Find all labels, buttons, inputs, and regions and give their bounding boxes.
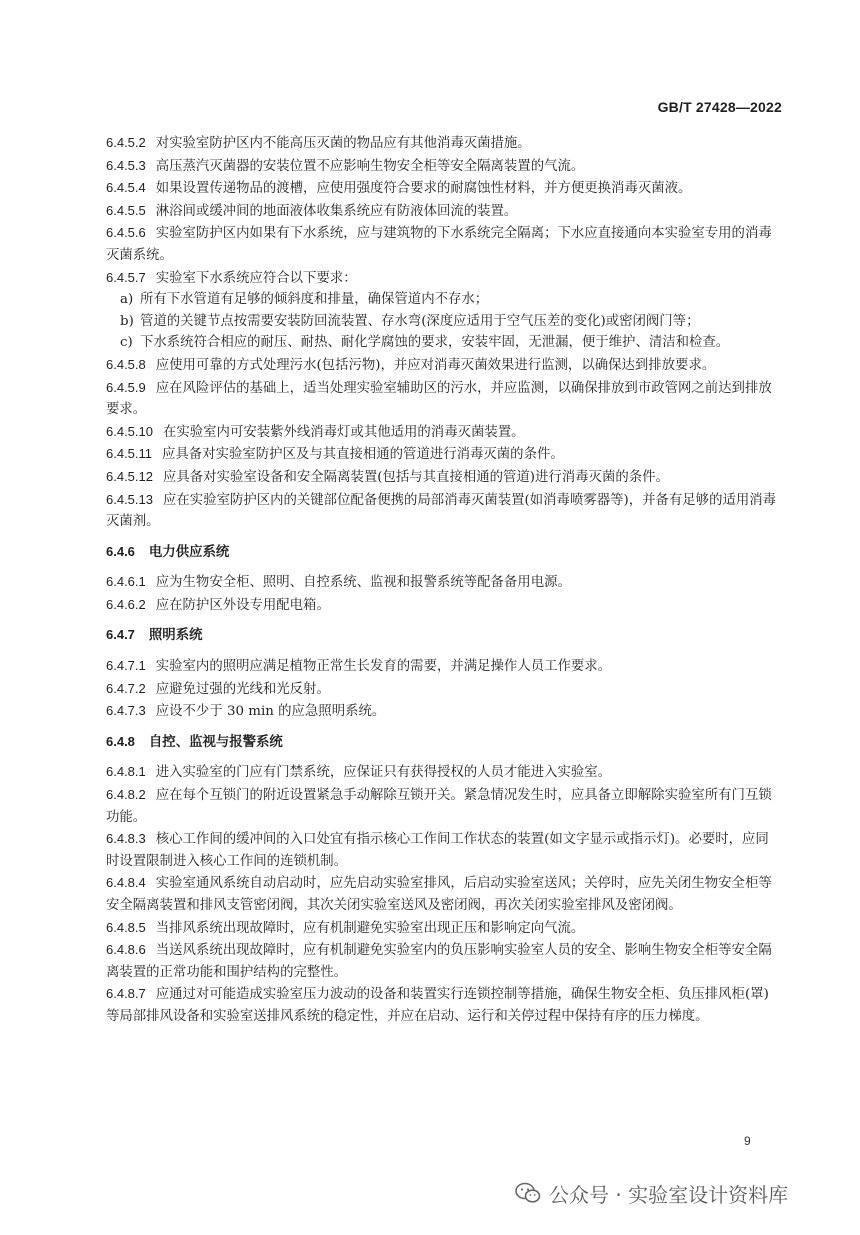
document-body bbox=[106, 132, 782, 1028]
section-title: 电力供应系统 bbox=[148, 544, 230, 560]
clause-text: 核心工作间的缓冲间的入口处宜有指示核心工作间工作状态的装置(如文字显示或指示灯)。必要时，应同时设置限制进入核心工作间的连锁机制。 bbox=[106, 832, 769, 869]
clause-number: 6.4.8.1 bbox=[106, 764, 146, 780]
clause-number: 6.4.8.3 bbox=[106, 831, 146, 847]
clause-paragraph bbox=[106, 784, 782, 828]
clause-number: 6.4.8.5 bbox=[106, 919, 146, 935]
clause-text: 如果设置传递物品的渡槽，应使用强度符合要求的耐腐蚀性材料，并方便更换消毒灭菌液。 bbox=[155, 181, 692, 197]
clause-paragraph bbox=[106, 700, 782, 723]
clause-paragraph bbox=[106, 132, 782, 155]
clause-paragraph bbox=[106, 200, 782, 223]
section-number: 6.4.8 bbox=[106, 733, 135, 749]
clause-text: 应在防护区外设专用配电箱。 bbox=[155, 597, 330, 613]
clause-text: 高压蒸汽灭菌器的安装位置不应影响生物安全柜等安全隔离装置的气流。 bbox=[155, 158, 585, 174]
clause-number: 6.4.5.4 bbox=[106, 180, 146, 196]
section-number: 6.4.6 bbox=[106, 543, 135, 559]
clause-paragraph bbox=[106, 983, 782, 1027]
clause-number: 6.4.8.2 bbox=[106, 787, 146, 803]
list-item bbox=[106, 332, 782, 354]
standard-code: GB/T 27428—2022 bbox=[657, 99, 782, 115]
clause-text: 当送风系统出现故障时，应有机制避免实验室内的负压影响实验室人员的安全、影响生物安全柜等安全隔离装置的正常功能和围护结构的完整性。 bbox=[106, 943, 772, 980]
clause-paragraph bbox=[106, 761, 782, 784]
clause-paragraph bbox=[106, 177, 782, 200]
clause-text: 应为生物安全柜、照明、自控系统、监视和报警系统等配备备用电源。 bbox=[155, 575, 571, 591]
clause-number: 6.4.5.12 bbox=[106, 468, 153, 484]
list-item bbox=[106, 289, 782, 311]
clause-paragraph bbox=[106, 939, 782, 983]
clause-paragraph bbox=[106, 872, 782, 916]
clause-paragraph bbox=[106, 571, 782, 594]
clause-text: 在实验室内可安装紫外线消毒灯或其他适用的消毒灭菌装置。 bbox=[163, 424, 525, 440]
clause-number: 6.4.5.11 bbox=[106, 446, 153, 462]
clause-paragraph bbox=[106, 917, 782, 940]
clause-paragraph bbox=[106, 155, 782, 178]
clause-text: 应具备对实验室设备和安全隔离装置(包括与其直接相通的管道)进行消毒灭菌的条件。 bbox=[163, 469, 669, 485]
clause-text: 应在风险评估的基础上，适当处理实验室辅助区的污水，并应监测，以确保排放到市政管网之前达到排放要求。 bbox=[106, 380, 772, 418]
list-item bbox=[106, 311, 782, 333]
clause-number: 6.4.5.8 bbox=[106, 356, 146, 372]
clause-text: 实验室通风系统自动启动时，应先启动实验室排风，后启动实验室送风；关停时，应先关闭生物安全柜等安全隔离装置和排风支管密闭阀，其次关闭实验室送风及密闭阀，再次关闭实验室排风及密闭阀。 bbox=[106, 876, 772, 913]
list-marker: a) bbox=[120, 292, 134, 308]
clause-number: 6.4.5.6 bbox=[106, 225, 146, 241]
clause-text: 应具备对实验室防护区及与其直接相通的管道进行消毒灭菌的条件。 bbox=[162, 447, 564, 463]
clause-number: 6.4.5.7 bbox=[106, 269, 146, 285]
clause-number: 6.4.5.3 bbox=[106, 157, 146, 173]
list-marker: c) bbox=[120, 335, 133, 351]
clause-number: 6.4.6.1 bbox=[106, 574, 146, 590]
clause-number: 6.4.5.5 bbox=[106, 202, 146, 218]
watermark-text: 公众号 · 实验室设计资料库 bbox=[549, 1182, 789, 1207]
clause-paragraph bbox=[106, 489, 782, 533]
page-number: 9 bbox=[744, 1134, 751, 1148]
clause-paragraph bbox=[106, 828, 782, 872]
clause-number: 6.4.5.9 bbox=[106, 379, 146, 395]
list-item-text: 下水系统符合相应的耐压、耐热、耐化学腐蚀的要求，安装牢固，无泄漏，便于维护、清洁和检查。 bbox=[140, 335, 730, 351]
list-marker: b) bbox=[120, 313, 134, 329]
clause-text: 应在每个互锁门的附近设置紧急手动解除互锁开关。紧急情况发生时，应具备立即解除实验室所有门互锁功能。 bbox=[106, 788, 772, 825]
watermark bbox=[515, 1179, 788, 1207]
section-title: 照明系统 bbox=[148, 628, 203, 644]
clause-text: 实验室防护区内如果有下水系统，应与建筑物的下水系统完全隔离；下水应直接通向本实验室专用的消毒灭菌系统。 bbox=[106, 226, 772, 263]
clause-text: 应设不少于 30 min 的应急照明系统。 bbox=[155, 704, 386, 720]
clause-number: 6.4.8.4 bbox=[106, 875, 146, 891]
clause-paragraph bbox=[106, 267, 782, 290]
clause-number: 6.4.7.3 bbox=[106, 703, 146, 719]
clause-text: 应避免过强的光线和光反射。 bbox=[155, 681, 330, 697]
section-heading bbox=[106, 541, 782, 564]
clause-number: 6.4.7.1 bbox=[106, 658, 146, 674]
clause-text: 实验室内的照明应满足植物正常生长发育的需要，并满足操作人员工作要求。 bbox=[155, 659, 612, 675]
clause-paragraph bbox=[106, 354, 782, 377]
list-item-text: 所有下水管道有足够的倾斜度和排量，确保管道内不存水； bbox=[140, 292, 489, 308]
clause-paragraph bbox=[106, 594, 782, 617]
clause-text: 进入实验室的门应有门禁系统，应保证只有获得授权的人员才能进入实验室。 bbox=[155, 765, 612, 781]
section-title: 自控、监视与报警系统 bbox=[148, 734, 283, 750]
list-item-text: 管道的关键节点按需要安装防回流装置、存水弯(深度应适用于空气压差的变化)或密闭阀门等； bbox=[140, 313, 700, 329]
wechat-icon bbox=[515, 1182, 541, 1204]
clause-text: 实验室下水系统应符合以下要求： bbox=[155, 270, 357, 286]
clause-paragraph bbox=[106, 377, 782, 421]
clause-number: 6.4.5.10 bbox=[106, 423, 153, 439]
clause-paragraph bbox=[106, 678, 782, 701]
clause-paragraph bbox=[106, 443, 782, 466]
section-heading bbox=[106, 624, 782, 647]
clause-text: 淋浴间或缓冲间的地面液体收集系统应有防液体回流的装置。 bbox=[155, 203, 518, 219]
clause-number: 6.4.7.2 bbox=[106, 680, 146, 696]
clause-text: 对实验室防护区内不能高压灭菌的物品应有其他消毒灭菌措施。 bbox=[155, 136, 531, 151]
clause-number: 6.4.5.13 bbox=[106, 491, 153, 507]
clause-number: 6.4.5.2 bbox=[106, 135, 146, 150]
section-heading bbox=[106, 731, 782, 754]
clause-number: 6.4.6.2 bbox=[106, 596, 146, 612]
clause-paragraph bbox=[106, 222, 782, 266]
clause-paragraph bbox=[106, 655, 782, 678]
clause-paragraph bbox=[106, 466, 782, 489]
clause-number: 6.4.8.7 bbox=[106, 986, 146, 1002]
clause-text: 应使用可靠的方式处理污水(包括污物)，并应对消毒灭菌效果进行监测，以确保达到排放要求。 bbox=[155, 357, 716, 373]
clause-text: 应在实验室防护区内的关键部位配备便携的局部消毒灭菌装置(如消毒喷雾器等)，并备有足够的适用消毒灭菌剂。 bbox=[106, 492, 777, 530]
clause-text: 当排风系统出现故障时，应有机制避免实验室出现正压和影响定向气流。 bbox=[155, 920, 585, 936]
clause-paragraph bbox=[106, 421, 782, 444]
section-number: 6.4.7 bbox=[106, 627, 135, 643]
clause-text: 应通过对可能造成实验室压力波动的设备和装置实行连锁控制等措施，确保生物安全柜、负压排风柜(罩)等局部排风设备和实验室送排风系统的稳定性，并应在启动、运行和关停过程中保持有序的压力梯度。 bbox=[106, 987, 769, 1024]
clause-number: 6.4.8.6 bbox=[106, 942, 146, 958]
